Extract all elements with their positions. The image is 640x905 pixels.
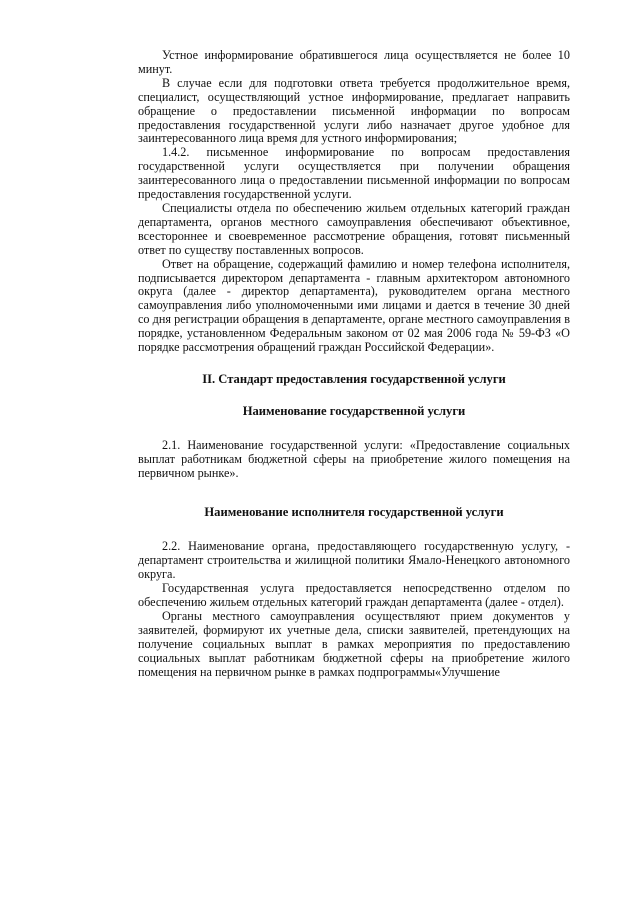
paragraph-local-government: Органы местного самоуправления осуществляют прием документов у заявителей, формируют их учетные дела, списки заявителей, претендующих на получение социальных выплат в рамках мероприятия по предоставлению социальных выплат работникам бюджетной сферы на приобретение жилого помещения на первичном рынке в рамках подпрограммы«Улучшение — [138, 608, 570, 679]
paragraph-executor: 2.2. Наименование органа, предоставляющего государственную услугу, - департамент строительства и жилищной политики Ямало-Ненецкого автономного округа. — [138, 539, 570, 582]
paragraph-service-name: 2.1. Наименование государственной услуги: «Предоставление социальных выплат работникам бюджетной сферы на приобретение жилого помещения на первичном рынке». — [138, 437, 570, 480]
section-heading-standard: II. Стандарт предоставления государственной услуги — [202, 371, 506, 386]
paragraph-specialists: Специалисты отдела по обеспечению жильем отдельных категорий граждан департамента, органов местного самоуправления обеспечивают объективное, всестороннее и своевременное рассмотрение обращения, готовят письменный ответ по существу поставленных вопросов. — [138, 200, 570, 257]
paragraph-response: Ответ на обращение, содержащий фамилию и номер телефона исполнителя, подписывается директором департамента - главным архитектором автономного округа (далее - директор департамента), руководителем органа местного самоуправления либо уполномоченными ими лицами и дается в течение 30 дней со дня регистрации обращения в департаменте, органе местного самоуправления в порядке, установленном Федеральным законом от 02 мая 2006 года № 59-ФЗ «О порядке рассмотрения обращений граждан Российской Федерации». — [138, 256, 570, 355]
paragraph-oral-duration: Устное информирование обратившегося лица осуществляется не более 10 минут. — [138, 48, 570, 76]
document-text — [138, 49, 570, 679]
paragraph-written-info: 1.4.2. письменное информирование по вопросам предоставления государственной услуги осуществляется при получении обращения заинтересованного лица о предоставлении письменной информации по вопросам предоставления государственной услуги. — [138, 145, 570, 202]
paragraph-long-preparation: В случае если для подготовки ответа требуется продолжительное время, специалист, осуществляющий устное информирование, предлагает направить обращение о предоставлении письменной информации по вопросам предоставления государственной услуги либо назначает другое удобное для заинтересованного лица время для устного информирования; — [138, 75, 570, 146]
subheading-service-name: Наименование государственной услуги — [242, 403, 466, 418]
paragraph-department-service: Государственная услуга предоставляется непосредственно отделом по обеспечению жильем отдельных категорий граждан департамента (далее - отдел). — [138, 581, 570, 609]
subheading-executor-name: Наименование исполнителя государственной услуги — [204, 505, 504, 520]
